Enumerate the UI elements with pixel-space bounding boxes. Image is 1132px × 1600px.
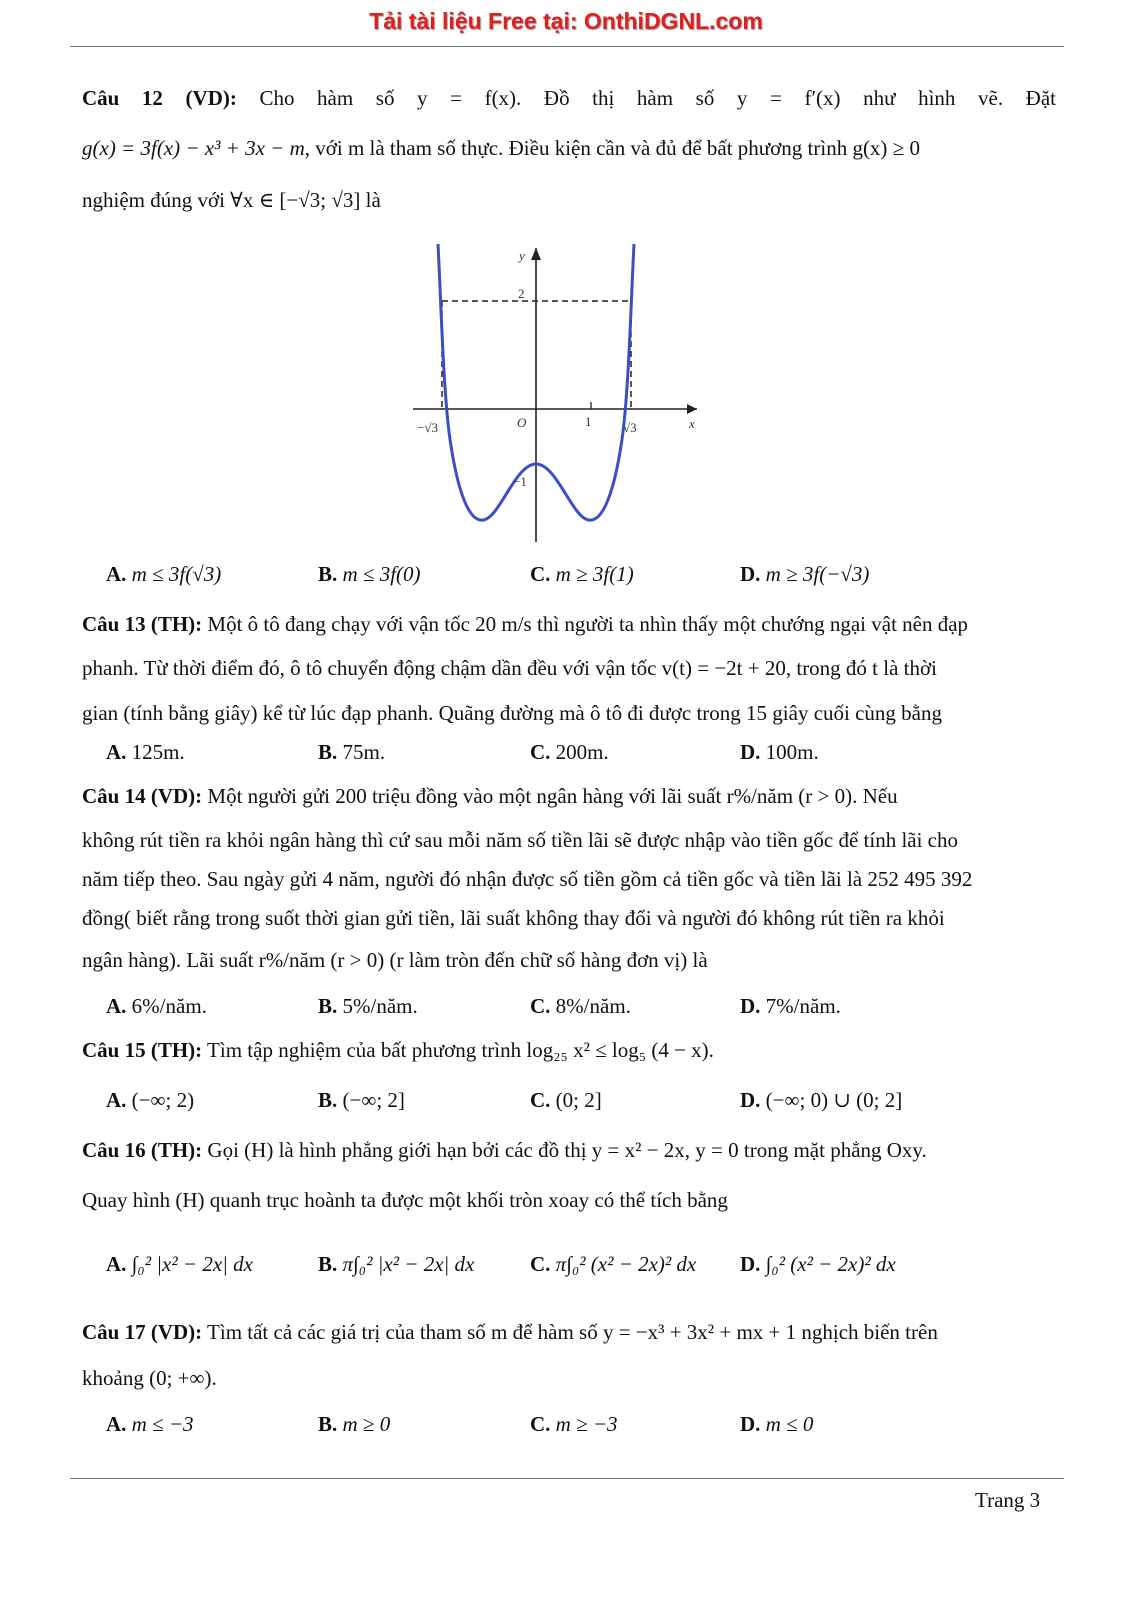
option-text: 5%/năm. bbox=[342, 994, 418, 1018]
site-header: Tải tài liệu Free tại: OnthiDGNL.com bbox=[369, 8, 763, 34]
q12-g-expression: g(x) = 3f(x) − x³ + 3x − m bbox=[82, 136, 305, 160]
q14-line2: không rút tiền ra khỏi ngân hàng thì cứ sau mỗi năm số tiền lãi sẽ được nhập vào tiền gốc để tính lãi cho bbox=[82, 828, 959, 852]
option-text: m ≤ −3 bbox=[131, 1412, 194, 1436]
q17-option-c[interactable] bbox=[530, 1412, 618, 1437]
q12-option-b[interactable] bbox=[318, 562, 421, 587]
page-number: Trang 3 bbox=[975, 1488, 1041, 1512]
q14-option-b[interactable] bbox=[318, 994, 418, 1019]
q13-line2: phanh. Từ thời điểm đó, ô tô chuyển động chậm dần đều với vận tốc v(t) = −2t + 20, trong đó t là thời bbox=[82, 656, 937, 680]
option-text: ∫₀² |x² − 2x| dx bbox=[131, 1252, 253, 1276]
option-label: C. bbox=[530, 1252, 551, 1276]
option-label: A. bbox=[106, 740, 127, 764]
option-text: m ≥ 3f(1) bbox=[555, 562, 634, 586]
q14-option-a[interactable] bbox=[106, 994, 207, 1019]
option-label: D. bbox=[740, 562, 761, 586]
q12-line1-text: Cho hàm số y = f(x). Đồ thị hàm số y = f′(x) như hình vẽ. Đặt bbox=[259, 86, 1057, 110]
option-text: π∫₀² (x² − 2x)² dx bbox=[555, 1252, 697, 1276]
header-rule bbox=[70, 46, 1064, 47]
q15-text: Tìm tập nghiệm của bất phương trình log₂₅ x² ≤ log₅ (4 − x). bbox=[207, 1038, 714, 1062]
q16-line2: Quay hình (H) quanh trục hoành ta được một khối tròn xoay có thể tích bằng bbox=[82, 1188, 728, 1212]
tick-label-sqrt3: √3 bbox=[623, 420, 637, 435]
option-label: C. bbox=[530, 740, 551, 764]
q14-line3: năm tiếp theo. Sau ngày gửi 4 năm, người đó nhận được số tiền gồm cả tiền gốc và tiền lãi là 252 495 392 bbox=[82, 867, 973, 891]
y-axis-label: y bbox=[519, 248, 525, 263]
q13-line1-text: Một ô tô đang chạy với vận tốc 20 m/s thì người ta nhìn thấy một chướng ngại vật nên đạp bbox=[207, 612, 969, 636]
option-label: A. bbox=[106, 1412, 127, 1436]
q16-option-c[interactable] bbox=[530, 1252, 696, 1277]
option-text: 8%/năm. bbox=[555, 994, 631, 1018]
q16-label: Câu 16 (TH): bbox=[82, 1138, 203, 1162]
x-axis-label: x bbox=[689, 416, 695, 431]
q17-option-d[interactable] bbox=[740, 1412, 813, 1437]
q16-line1-text: Gọi (H) là hình phẳng giới hạn bởi các đồ thị y = x² − 2x, y = 0 trong mặt phẳng Oxy. bbox=[207, 1138, 927, 1162]
option-text: (−∞; 2) bbox=[131, 1088, 195, 1112]
q16-line1 bbox=[82, 1138, 927, 1163]
option-label: B. bbox=[318, 994, 338, 1018]
option-label: A. bbox=[106, 1252, 127, 1276]
option-label: D. bbox=[740, 1088, 761, 1112]
option-label: C. bbox=[530, 994, 551, 1018]
option-label: A. bbox=[106, 1088, 127, 1112]
q12-option-d[interactable] bbox=[740, 562, 869, 587]
option-label: C. bbox=[530, 1412, 551, 1436]
option-label: C. bbox=[530, 1088, 551, 1112]
option-label: A. bbox=[106, 994, 127, 1018]
option-label: B. bbox=[318, 1088, 338, 1112]
q13-option-d[interactable] bbox=[740, 740, 819, 765]
option-text: 75m. bbox=[342, 740, 386, 764]
option-text: 100m. bbox=[765, 740, 819, 764]
option-label: B. bbox=[318, 1252, 338, 1276]
q15-label: Câu 15 (TH): bbox=[82, 1038, 203, 1062]
option-label: D. bbox=[740, 740, 761, 764]
q13-option-a[interactable] bbox=[106, 740, 185, 765]
option-label: B. bbox=[318, 562, 338, 586]
q16-option-b[interactable] bbox=[318, 1252, 474, 1277]
q12-option-c[interactable] bbox=[530, 562, 634, 587]
tick-label-neg-sqrt3: −√3 bbox=[417, 420, 438, 435]
q14-label: Câu 14 (VD): bbox=[82, 784, 203, 808]
option-text: 125m. bbox=[131, 740, 185, 764]
q12-label: Câu 12 (VD): bbox=[82, 86, 237, 110]
q16-option-a[interactable] bbox=[106, 1252, 253, 1277]
option-text: m ≤ 3f(0) bbox=[342, 562, 421, 586]
q15-line1 bbox=[82, 1038, 714, 1063]
option-text: (−∞; 0) ∪ (0; 2] bbox=[765, 1088, 903, 1112]
q17-line1-text: Tìm tất cả các giá trị của tham số m để hàm số y = −x³ + 3x² + mx + 1 nghịch biến trên bbox=[207, 1320, 938, 1344]
q13-line1 bbox=[82, 612, 968, 637]
q17-line2: khoảng (0; +∞). bbox=[82, 1366, 217, 1390]
origin-label: O bbox=[517, 415, 527, 430]
q13-option-c[interactable] bbox=[530, 740, 609, 765]
q13-label: Câu 13 (TH): bbox=[82, 612, 203, 636]
q15-option-a[interactable] bbox=[106, 1088, 194, 1113]
derivative-graph bbox=[405, 242, 705, 552]
q17-label: Câu 17 (VD): bbox=[82, 1320, 203, 1344]
option-text: 6%/năm. bbox=[131, 994, 207, 1018]
q12-line2-text: , với m là tham số thực. Điều kiện cần và đủ để bất phương trình g(x) ≥ 0 bbox=[304, 136, 920, 160]
q14-option-c[interactable] bbox=[530, 994, 631, 1019]
option-text: ∫₀² (x² − 2x)² dx bbox=[765, 1252, 896, 1276]
q17-line1 bbox=[82, 1320, 938, 1345]
q15-option-c[interactable] bbox=[530, 1088, 602, 1113]
q14-line4: đồng( biết rằng trong suốt thời gian gửi tiền, lãi suất không thay đổi và người đó không rút tiền ra khỏi bbox=[82, 906, 945, 930]
option-label: B. bbox=[318, 1412, 338, 1436]
option-label: B. bbox=[318, 740, 338, 764]
q13-line3: gian (tính bằng giây) kể từ lúc đạp phanh. Quãng đường mà ô tô đi được trong 15 giây cuối cùng bằng bbox=[82, 701, 943, 725]
footer-rule bbox=[70, 1478, 1064, 1479]
q17-option-b[interactable] bbox=[318, 1412, 390, 1437]
option-text: m ≥ 0 bbox=[342, 1412, 391, 1436]
option-label: D. bbox=[740, 1412, 761, 1436]
option-label: D. bbox=[740, 1252, 761, 1276]
q12-line1 bbox=[82, 86, 1056, 111]
x-axis-arrow bbox=[687, 404, 697, 414]
q14-option-d[interactable] bbox=[740, 994, 841, 1019]
option-text: m ≤ 3f(√3) bbox=[131, 562, 222, 586]
option-text: m ≥ 3f(−√3) bbox=[765, 562, 870, 586]
tick-label-neg1: −1 bbox=[513, 474, 527, 489]
q14-line1-text: Một người gửi 200 triệu đồng vào một ngân hàng với lãi suất r%/năm (r > 0). Nếu bbox=[207, 784, 898, 808]
option-text: π∫₀² |x² − 2x| dx bbox=[342, 1252, 475, 1276]
q12-line2 bbox=[82, 136, 920, 161]
option-label: A. bbox=[106, 562, 127, 586]
option-label: D. bbox=[740, 994, 761, 1018]
tick-label-2: 2 bbox=[518, 286, 525, 301]
y-axis-arrow bbox=[531, 248, 541, 260]
q12-option-a[interactable] bbox=[106, 562, 221, 587]
q12-line3: nghiệm đúng với ∀x ∈ [−√3; √3] là bbox=[82, 188, 381, 212]
q16-option-d[interactable] bbox=[740, 1252, 896, 1277]
option-text: m ≤ 0 bbox=[765, 1412, 814, 1436]
q17-option-a[interactable] bbox=[106, 1412, 194, 1437]
option-label: C. bbox=[530, 562, 551, 586]
option-text: 200m. bbox=[555, 740, 609, 764]
tick-label-1: 1 bbox=[585, 414, 592, 429]
option-text: (0; 2] bbox=[555, 1088, 602, 1112]
q15-option-d[interactable] bbox=[740, 1088, 902, 1113]
option-text: (−∞; 2] bbox=[342, 1088, 405, 1112]
q14-line5: ngân hàng). Lãi suất r%/năm (r > 0) (r làm tròn đến chữ số hàng đơn vị) là bbox=[82, 948, 708, 972]
q15-option-b[interactable] bbox=[318, 1088, 405, 1113]
q14-line1 bbox=[82, 784, 898, 809]
q13-option-b[interactable] bbox=[318, 740, 385, 765]
option-text: m ≥ −3 bbox=[555, 1412, 618, 1436]
option-text: 7%/năm. bbox=[765, 994, 841, 1018]
